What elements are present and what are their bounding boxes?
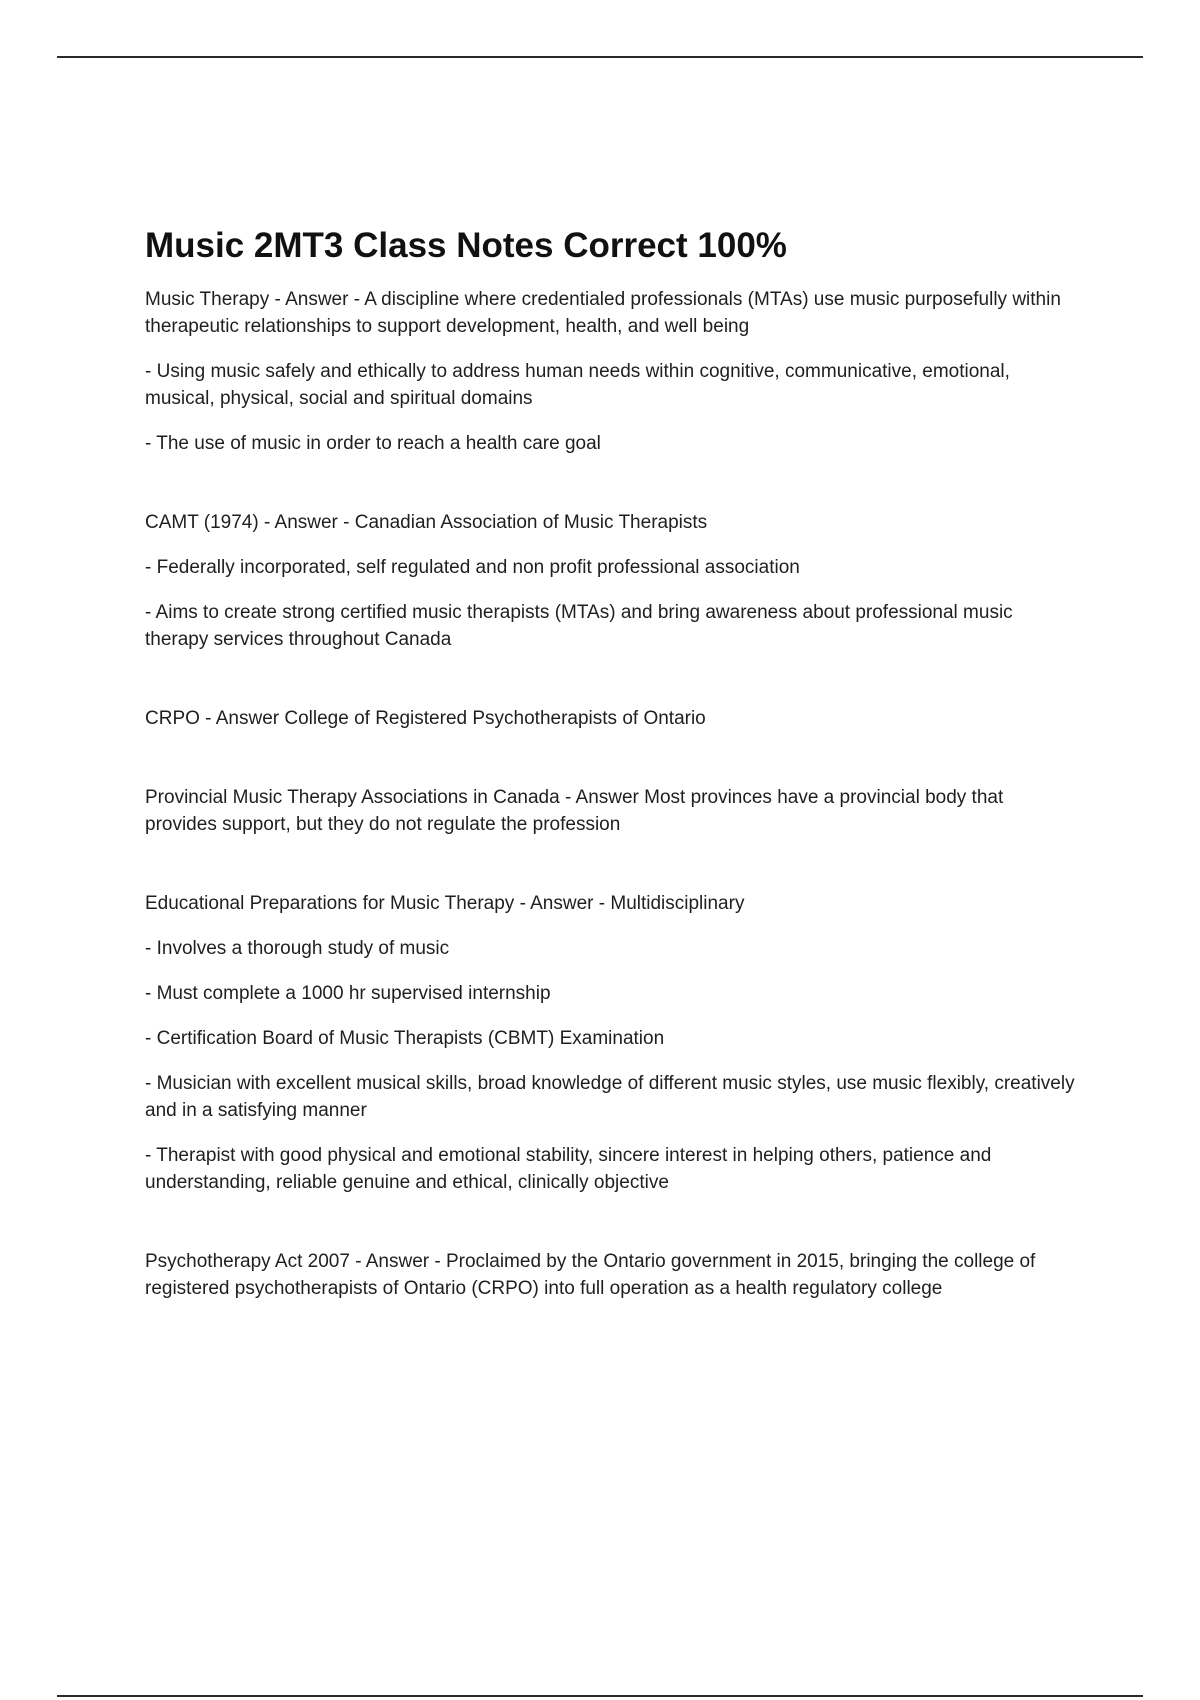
- definition-music-therapy: Music Therapy - Answer - A discipline where credentialed professionals (MTAs) use music purposefully within therapeutic relationships to support development, health, and well being: [145, 289, 1061, 337]
- header-divider: [57, 56, 1143, 58]
- bullet-point: - Must complete a 1000 hr supervised internship: [145, 983, 551, 1004]
- bullet-point: - Musician with excellent musical skills, broad knowledge of different music styles, use music flexibly, creatively and in a satisfying manner: [145, 1073, 1075, 1121]
- bullet-point: - Using music safely and ethically to address human needs within cognitive, communicative, emotional, musical, physical, social and spiritual domains: [145, 361, 1010, 409]
- bullet-point: - Involves a thorough study of music: [145, 938, 450, 959]
- definition-psychotherapy-act: Psychotherapy Act 2007 - Answer - Proclaimed by the Ontario government in 2015, bringing the college of registered psychotherapists of Ontario (CRPO) into full operation as a health regulatory college: [145, 1251, 1036, 1299]
- definition-crpo: CRPO - Answer College of Registered Psychotherapists of Ontario: [145, 708, 706, 729]
- bullet-point: - Aims to create strong certified music therapists (MTAs) and bring awareness about professional music therapy services throughout Canada: [145, 602, 1013, 650]
- definition-camt: CAMT (1974) - Answer - Canadian Association of Music Therapists: [145, 512, 708, 533]
- definition-provincial-associations: Provincial Music Therapy Associations in Canada - Answer Most provinces have a provincial body that provides support, but they do not regulate the profession: [145, 787, 1004, 835]
- bullet-point: - Federally incorporated, self regulated and non profit professional association: [145, 557, 800, 578]
- definition-educational-preparations: Educational Preparations for Music Therapy - Answer - Multidisciplinary: [145, 893, 745, 914]
- bullet-point: - Certification Board of Music Therapists (CBMT) Examination: [145, 1028, 665, 1049]
- footer-divider: [57, 1695, 1143, 1697]
- document-title: Music 2MT3 Class Notes Correct 100%: [145, 226, 787, 265]
- bullet-point: - The use of music in order to reach a health care goal: [145, 433, 601, 454]
- document-body: [145, 224, 1075, 1320]
- bullet-point: - Therapist with good physical and emotional stability, sincere interest in helping others, patience and understanding, reliable genuine and ethical, clinically objective: [145, 1145, 992, 1193]
